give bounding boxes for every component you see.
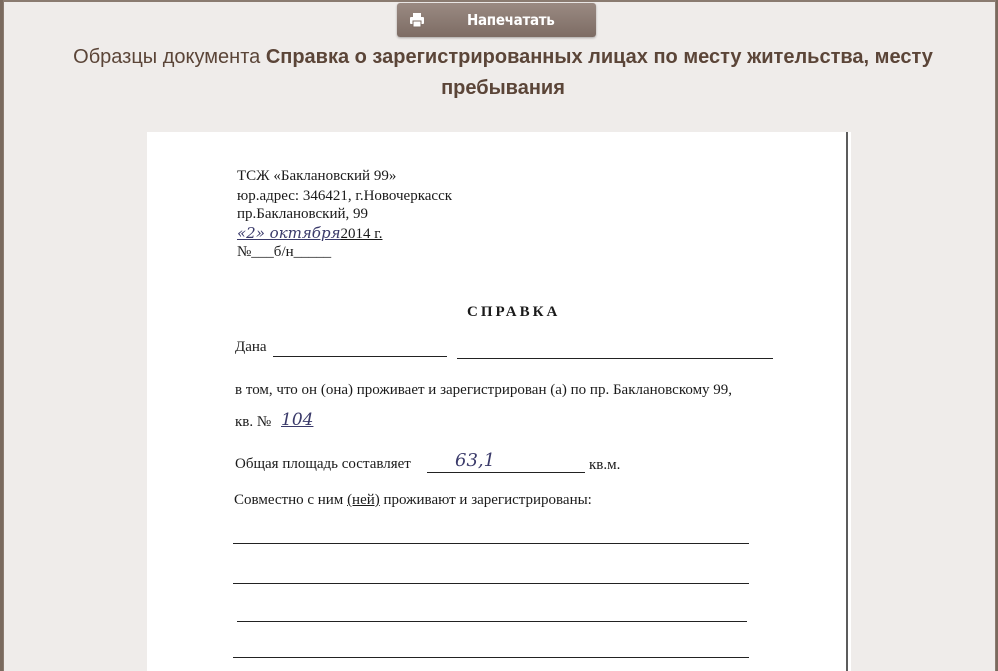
issue-date-year: 2014 г. <box>340 226 383 242</box>
cohabitant-line-1 <box>233 543 749 544</box>
doc-title: СПРАВКА <box>467 304 561 320</box>
apartment-label: кв. № <box>235 414 272 430</box>
page-title-doc-name: Справка о зарегистрированных лицах по месту жительства, месту пребывания <box>265 46 933 99</box>
org-name: ТСЖ «Баклановский 99» <box>237 168 397 184</box>
given-line-2 <box>457 358 773 359</box>
print-button-label: Напечатать <box>467 11 555 29</box>
printer-icon <box>409 12 425 28</box>
page-frame <box>3 0 996 671</box>
document-scan <box>147 132 851 671</box>
page-title-prefix: Образцы документа <box>73 46 266 68</box>
page-title <box>24 42 982 104</box>
given-line-1 <box>273 356 447 357</box>
area-value: 63,1 <box>455 450 496 471</box>
cohabitants-suffix: проживают и зарегистрированы: <box>379 492 592 508</box>
legal-address-2: пр.Баклановский, 99 <box>237 206 369 222</box>
residence-statement: в том, что он (она) проживает и зарегистрирован (а) по пр. Баклановскому 99, <box>235 382 733 398</box>
area-unit: кв.м. <box>589 457 621 473</box>
cohabitants-line <box>234 492 592 509</box>
cohabitants-prefix: Совместно с ним <box>234 492 348 508</box>
top-divider <box>4 0 995 2</box>
given-label: Дана <box>235 339 267 355</box>
print-button[interactable] <box>397 3 596 37</box>
apartment-value: 104 <box>281 410 314 430</box>
area-label: Общая площадь составляет <box>235 456 411 472</box>
cohabitant-line-2 <box>233 583 749 584</box>
cohabitant-line-4 <box>233 657 749 658</box>
doc-number: №___б/н_____ <box>237 244 332 260</box>
cohabitant-line-3 <box>237 621 747 622</box>
legal-address-1: юр.адрес: 346421, г.Новочеркасск <box>237 188 453 204</box>
area-line <box>427 472 585 473</box>
cohabitants-nei: (ней) <box>347 492 380 508</box>
issue-date-handwritten: «2» октября <box>237 224 341 242</box>
issue-date <box>237 224 382 243</box>
scan-edge <box>846 132 848 671</box>
